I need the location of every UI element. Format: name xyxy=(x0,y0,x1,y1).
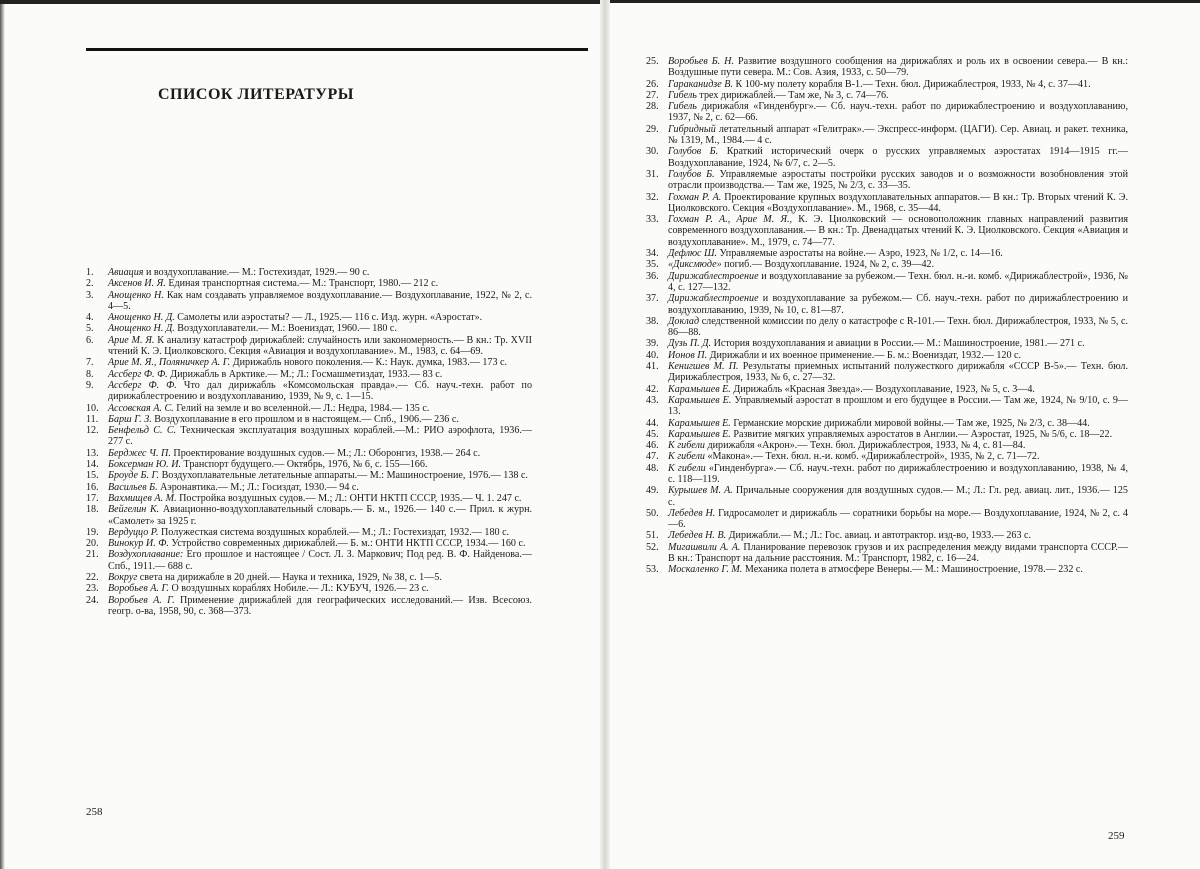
reference-number: 40. xyxy=(646,349,659,361)
reference-text: История воздухоплавания и авиации в России.— М.: Машиностроение, 1981.— 271 с. xyxy=(711,338,1085,350)
reference-text: Что дал дирижабль «Комсомольская правда».— Сб. науч.-техн. работ по дирижаблестроению и воздухоплаванию, 1939, № 9, с. 1—15. xyxy=(108,379,532,403)
reference-text: Гидросамолет и дирижабль — соратники борьбы на море.— Воздухоплавание, 1924, № 2, с. 4—6. xyxy=(668,507,1128,531)
reference-author: Берджес Ч. П. xyxy=(108,447,171,459)
reference-text: Дирижабли.— М.; Л.: Гос. авиац. и автотрактор. изд-во, 1933.— 263 с. xyxy=(726,530,1032,542)
reference-text: дирижабля «Акрон».— Техн. бюл. Дирижаблестроя, 1933, № 4, с. 81—84. xyxy=(704,440,1026,452)
reference-author: Воробьев А. Г. xyxy=(108,583,169,595)
reference-author: Ассберг Ф. Ф. xyxy=(108,368,168,380)
reference-entry xyxy=(86,482,532,493)
reference-entry xyxy=(646,463,1128,486)
reference-entry xyxy=(86,403,532,414)
reference-author: Ассберг Ф. Ф. xyxy=(108,379,177,391)
reference-number: 53. xyxy=(646,564,659,576)
reference-author: Ионов П. xyxy=(668,349,708,361)
reference-author: Карамышев Е. xyxy=(668,428,731,440)
reference-text: Дирижабль нового поколения.— К.: Наук. думка, 1983.— 173 с. xyxy=(230,357,508,369)
reference-author: Гохман Р. А., Арие М. Я., xyxy=(668,214,793,226)
reference-number: 15. xyxy=(86,470,99,482)
reference-author: Броуде Б. Г. xyxy=(108,470,160,482)
reference-entry xyxy=(646,564,1128,575)
reference-text: Проектирование воздушных судов.— М.; Л.: Оборонгиз, 1938.— 264 с. xyxy=(170,447,481,459)
reference-entry xyxy=(86,493,532,504)
reference-author: Аксенов И. Я. xyxy=(108,278,166,290)
reference-entry xyxy=(646,214,1128,248)
reference-number: 20. xyxy=(86,538,99,550)
reference-number: 11. xyxy=(86,413,99,425)
reference-author: Лебедев Н. В. xyxy=(668,530,727,542)
reference-author: Воробьев Б. Н. xyxy=(668,56,734,67)
reference-entry xyxy=(646,90,1128,101)
reference-entry xyxy=(646,361,1128,384)
reference-entry xyxy=(646,384,1128,395)
reference-author: Карамышев Е. xyxy=(668,383,731,395)
reference-author: Воробьев А. Г. xyxy=(108,594,175,606)
reference-number: 14. xyxy=(86,459,99,471)
reference-author: Лебедев Н. xyxy=(668,507,716,519)
reference-text: Механика полета в атмосфере Венеры.— М.: Машиностроение, 1978.— 232 с. xyxy=(742,564,1083,576)
reference-author: Карамышев Е. xyxy=(668,394,732,406)
reference-author: Доклад xyxy=(668,315,700,327)
reference-number: 46. xyxy=(646,440,659,452)
reference-number: 4. xyxy=(86,312,94,324)
book-gutter xyxy=(600,0,610,869)
reference-entry xyxy=(86,335,532,358)
reference-text: Управляемые аэростаты на войне.— Аэро, 1923, № 1/2, с. 14—16. xyxy=(717,248,1003,260)
reference-author: Барш Г. З. xyxy=(108,413,152,425)
reference-text: света на дирижабле в 20 дней.— Наука и техника, 1929, № 38, с. 1—5. xyxy=(137,572,442,584)
reference-number: 9. xyxy=(86,379,94,391)
reference-author: Москаленко Г. М. xyxy=(668,564,743,576)
reference-author: Винокур И. Ф. xyxy=(108,538,169,550)
reference-entry xyxy=(86,459,532,470)
reference-author: Гараканидзе В. xyxy=(668,78,733,90)
reference-entry xyxy=(86,549,532,572)
reference-entry xyxy=(86,414,532,425)
reference-number: 49. xyxy=(646,485,659,497)
reference-entry xyxy=(646,259,1128,270)
chapter-head-rule xyxy=(86,48,588,51)
reference-text: Воздухоплаватели.— М.: Воениздат, 1960.— 180 с. xyxy=(174,323,397,335)
reference-entry xyxy=(646,542,1128,565)
reference-author: Голубов Б. xyxy=(668,146,719,158)
reference-author: Дузь П. Д. xyxy=(668,338,712,350)
reference-text: Краткий исторический очерк о русских управляемых аэростатах 1914—1915 гг.— Воздухоплавание, 1924, № 6/7, с. 2—5. xyxy=(668,146,1128,169)
reference-number: 42. xyxy=(646,383,659,395)
reference-text: Авиационно-воздухоплавательный словарь.— Б. м., 1926.— 140 с.— Прил. к журн. «Самолет» за 1925 г. xyxy=(108,504,532,527)
reference-entry xyxy=(646,124,1128,147)
reference-text: Германские морские дирижабли мировой войны.— Там же, 1925, № 2/3, с. 38—44. xyxy=(730,417,1090,429)
reference-number: 24. xyxy=(86,594,99,606)
reference-entry xyxy=(86,583,532,594)
reference-author: Воздухоплавание: xyxy=(108,549,184,561)
page-number-right: 259 xyxy=(1108,830,1125,842)
reference-entry xyxy=(646,350,1128,361)
reference-entry xyxy=(86,369,532,380)
reference-entry xyxy=(646,271,1128,294)
reference-entry xyxy=(86,504,532,527)
reference-author: Гибель xyxy=(668,101,697,113)
reference-number: 52. xyxy=(646,541,659,553)
reference-author: Гибель xyxy=(668,89,697,101)
reference-text: Техническая эксплуатация воздушных кораблей.—М.: РИО аэрофлота, 1936.— 277 с. xyxy=(108,425,532,448)
reference-number: 50. xyxy=(646,507,659,519)
reference-entry xyxy=(86,527,532,538)
reference-text: Результаты приемных испытаний полужесткого дирижабля «СССР В-5».— Техн. бюл. Дирижаблестроя, 1933, № 6, с. 27—32. xyxy=(668,361,1128,384)
reference-author: Анощенко Н. Д. xyxy=(108,323,175,335)
reference-author: К гибели xyxy=(668,462,706,474)
reference-text: «Гинденбурга».— Сб. науч.-техн. работ по дирижаблестроению и воздухоплаванию, 1938, № 4, с. 118—119. xyxy=(668,462,1128,485)
reference-number: 27. xyxy=(646,89,659,101)
reference-author: Кенигшев М. П. xyxy=(668,361,739,373)
reference-text: К. Э. Циолковский — основоположник главных направлений развития современного воздухоплавания.— В кн.: Тр. Двенадцатых чтений К. Э. Циолковского. Секция «Авиация и воздухоплавание». М., 1979, с. 74—77. xyxy=(668,214,1128,248)
reference-text: следственной комиссии по делу о катастрофе с R-101.— Техн. бюл. Дирижаблестроя, 1933, № 5, с. 86—88. xyxy=(668,315,1128,339)
reference-number: 17. xyxy=(86,492,99,504)
reference-text: Развитие мягких управляемых аэростатов в Англии.— Аэростат, 1925, № 5/6, с. 18—22. xyxy=(730,428,1113,440)
reference-entry xyxy=(86,278,532,289)
reference-text: Планирование перевозок грузов и их распределения между видами транспорта СССР.— В кн.: Транспорт на дальние расстояния. М.: Транспорт, 1982, с. 16—24. xyxy=(668,541,1128,565)
reference-entry xyxy=(646,192,1128,215)
reference-text: «Макона».— Техн. бюл. н.-и. комб. «Дирижаблестрой», 1935, № 2, с. 71—72. xyxy=(704,451,1040,463)
reference-number: 16. xyxy=(86,481,99,493)
reference-text: Применение дирижаблей для географических исследований.— Изв. Всесоюз. геогр. о-ва, 1958, 90, с. 368—373. xyxy=(108,594,532,617)
reference-number: 44. xyxy=(646,417,659,429)
reference-author: Мигашвили А. А. xyxy=(668,541,741,553)
reference-entry xyxy=(86,572,532,583)
reference-text: Аэронавтика.— М.; Л.: Госиздат, 1930.— 94 с. xyxy=(157,481,359,493)
reference-entry xyxy=(646,101,1128,124)
reference-entry xyxy=(646,79,1128,90)
reference-author: Голубов Б. xyxy=(668,168,715,180)
reference-entry xyxy=(646,440,1128,451)
reference-text: К 100-му полету корабля В-1.— Техн. бюл. Дирижаблестроя, 1933, № 4, с. 37—41. xyxy=(732,78,1091,90)
top-rule-left xyxy=(0,0,600,4)
reference-author: Анощенко Н. xyxy=(108,289,164,301)
reference-number: 13. xyxy=(86,447,99,459)
reference-entry xyxy=(86,323,532,334)
reference-author: Вердуццо Р. xyxy=(108,526,159,538)
reference-text: Управляемые аэростаты постройки русских заводов и о возможности возобновления этой отрасли производства.— Там же, 1925, № 2/3, с. 33—35. xyxy=(668,168,1129,192)
reference-number: 23. xyxy=(86,583,99,595)
reference-author: Вейгелин К. xyxy=(108,504,160,516)
reference-text: Управляемый аэростат в прошлом и его будущее в России.— Там же, 1924, № 9/10, с. 9—13. xyxy=(668,394,1128,418)
reference-text: Транспорт будущего.— Октябрь, 1976, № 6, с. 155—166. xyxy=(181,459,428,471)
reference-author: Арие М. Я. xyxy=(108,334,155,346)
reference-number: 19. xyxy=(86,526,99,538)
reference-text: Воздухоплавательные летательные аппараты.— М.: Машиностроение, 1976.— 138 с. xyxy=(159,470,528,482)
reference-number: 37. xyxy=(646,293,659,305)
page-title: СПИСОК ЛИТЕРАТУРЫ xyxy=(157,86,355,103)
reference-text: Полужесткая система воздушных кораблей.— М.; Л.: Гостехиздат, 1932.— 180 с. xyxy=(158,526,510,538)
reference-author: Дирижаблестроение xyxy=(668,293,759,305)
reference-number: 41. xyxy=(646,361,659,373)
reference-text: Как нам создавать управляемое воздухоплавание.— Воздухоплавание, 1922, № 2, с. 4—5. xyxy=(108,289,532,312)
reference-author: Арие М. Я., Поляничкер А. Г. xyxy=(108,357,231,369)
reference-author: К гибели xyxy=(668,451,705,463)
reference-number: 26. xyxy=(646,78,659,90)
reference-number: 5. xyxy=(86,323,94,335)
reference-text: Причальные сооружения для воздушных судов.— М.; Л.: Гл. ред. авиац. лит., 1936.— 125 с. xyxy=(668,485,1128,508)
reference-text: Дирижабль в Арктике.— М.; Л.: Госмашметиздат, 1933.— 83 с. xyxy=(167,368,443,380)
reference-author: Дирижаблестроение xyxy=(668,270,759,282)
reference-list-right xyxy=(646,56,1128,576)
reference-text: Проектирование крупных воздухоплавательных аппаратов.— В кн.: Тр. Вторых чтений К. Э. Циолковского. Секция «Воздухоплавание». М., 1968, с. 35—44. xyxy=(668,191,1128,214)
reference-number: 8. xyxy=(86,368,94,380)
reference-text: трех дирижаблей.— Там же, № 3, с. 74—76. xyxy=(696,89,889,101)
reference-entry xyxy=(86,595,532,618)
reference-number: 34. xyxy=(646,248,659,260)
reference-author: Анощенко Н. Д. xyxy=(108,312,175,324)
reference-text: О воздушных кораблях Нобиле.— Л.: КУБУЧ, 1926.— 23 с. xyxy=(168,583,429,595)
reference-number: 3. xyxy=(86,289,94,301)
reference-number: 33. xyxy=(646,214,659,226)
reference-entry xyxy=(86,267,532,278)
reference-author: Дефлюс Ш. xyxy=(668,248,718,260)
reference-author: Вахмищев А. М. xyxy=(108,492,177,504)
reference-number: 51. xyxy=(646,530,659,542)
page-number-left: 258 xyxy=(86,806,103,818)
reference-number: 25. xyxy=(646,56,659,67)
reference-text: Его прошлое и настоящее / Сост. Л. З. Маркович; Под ред. В. Ф. Найденова.— Спб., 1911.— 688 с. xyxy=(108,549,532,572)
reference-entry xyxy=(646,429,1128,440)
reference-text: дирижабля «Гинденбург».— Сб. науч.-техн. работ по дирижаблестроению и воздухоплаванию, 1937, № 2, с. 62—66. xyxy=(668,101,1128,124)
reference-entry xyxy=(86,357,532,368)
reference-author: К гибели xyxy=(668,440,705,452)
reference-entry xyxy=(646,508,1128,531)
reference-text: Дирижабль «Красная Звезда».— Воздухоплавание, 1923, № 5, с. 3—4. xyxy=(730,383,1035,395)
reference-entry xyxy=(86,448,532,459)
reference-number: 35. xyxy=(646,259,659,271)
reference-entry xyxy=(646,395,1128,418)
reference-author: Гибридный xyxy=(668,123,716,135)
reference-text: и воздухоплавание за рубежом.— Техн. бюл. н.-и. комб. «Дирижаблестрой», 1936, № 4, с. 127—132. xyxy=(668,270,1128,293)
reference-text: Постройка воздушных судов.— М.; Л.: ОНТИ НКТП СССР, 1935.— Ч. 1. 247 с. xyxy=(176,492,522,504)
reference-author: Авиация xyxy=(108,267,144,278)
reference-entry xyxy=(646,485,1128,508)
reference-entry xyxy=(646,316,1128,339)
reference-number: 39. xyxy=(646,338,659,350)
reference-entry xyxy=(646,248,1128,259)
reference-text: и воздухоплавание.— М.: Гостехиздат, 1929.— 90 с. xyxy=(143,267,370,278)
reference-number: 30. xyxy=(646,146,659,158)
reference-number: 2. xyxy=(86,278,94,290)
reference-entry xyxy=(646,530,1128,541)
reference-number: 10. xyxy=(86,402,99,414)
reference-number: 6. xyxy=(86,334,94,346)
reference-text: Дирижабли и их военное применение.— Б. м.: Воениздат, 1932.— 120 с. xyxy=(707,349,1022,361)
reference-entry xyxy=(86,312,532,323)
reference-entry xyxy=(646,338,1128,349)
reference-entry xyxy=(646,56,1128,79)
reference-number: 36. xyxy=(646,270,659,282)
reference-number: 7. xyxy=(86,357,94,369)
reference-author: Карамышев Е. xyxy=(668,417,731,429)
reference-entry xyxy=(646,418,1128,429)
reference-author: Курышев М. А. xyxy=(668,485,733,497)
reference-entry xyxy=(646,146,1128,169)
reference-number: 47. xyxy=(646,451,659,463)
reference-number: 32. xyxy=(646,191,659,203)
reference-text: Гелий на земле и во вселенной.— Л.: Недра, 1984.— 135 с. xyxy=(173,402,430,414)
reference-entry xyxy=(646,169,1128,192)
reference-text: К анализу катастроф дирижаблей: случайность или закономерность.— В кн.: Тр. XVII чтений К. Э. Циолковского. Секция «Авиация и воздухоплавание». М., 1983, с. 64—69. xyxy=(108,334,532,358)
reference-number: 1. xyxy=(86,267,94,278)
reference-entry xyxy=(86,290,532,313)
reference-text: и воздухоплавание за рубежом.— Сб. науч.-техн. работ по дирижаблестроению и воздухоплаванию, 1939, № 10, с. 81—87. xyxy=(668,293,1128,316)
scan-edge xyxy=(0,0,5,869)
reference-author: Гохман Р. А. xyxy=(668,191,722,203)
reference-author: Бенфельд С. С. xyxy=(108,425,177,437)
reference-author: «Диксмюде» xyxy=(668,259,722,271)
reference-text: погиб.— Воздухоплавание. 1924, № 2, с. 39—42. xyxy=(721,259,935,271)
reference-list-left xyxy=(86,267,532,617)
reference-number: 28. xyxy=(646,101,659,113)
reference-text: Воздухоплавание в его прошлом и в настоящем.— Спб., 1906.— 236 с. xyxy=(151,413,459,425)
reference-number: 12. xyxy=(86,425,99,437)
reference-entry xyxy=(86,470,532,481)
reference-entry xyxy=(646,293,1128,316)
reference-text: Единая транспортная система.— М.: Транспорт, 1980.— 212 с. xyxy=(165,278,439,290)
reference-number: 18. xyxy=(86,504,99,516)
reference-author: Боксерман Ю. И. xyxy=(108,459,182,471)
reference-text: Самолеты или аэростаты? — Л., 1925.— 116 с. Изд. журн. «Аэростат». xyxy=(174,312,483,324)
reference-entry xyxy=(86,538,532,549)
top-rule-right xyxy=(610,0,1200,3)
reference-entry xyxy=(86,380,532,403)
reference-number: 31. xyxy=(646,168,659,180)
reference-author: Вокруг xyxy=(108,572,138,584)
reference-number: 43. xyxy=(646,394,659,406)
reference-author: Ассовская А. С. xyxy=(108,402,174,414)
reference-number: 21. xyxy=(86,549,99,561)
reference-number: 38. xyxy=(646,315,659,327)
reference-number: 45. xyxy=(646,428,659,440)
reference-entry xyxy=(646,451,1128,462)
reference-author: Васильев Б. xyxy=(108,481,158,493)
reference-text: летательный аппарат «Гелитрак».— Экспресс-информ. (ЦАГИ). Сер. Авиац. и ракет. техника, № 1319, М., 1984.— 4 с. xyxy=(668,123,1128,147)
reference-number: 22. xyxy=(86,572,99,584)
reference-number: 48. xyxy=(646,462,659,474)
reference-text: Развитие воздушного сообщения на дирижаблях и роль их в освоении севера.— В кн.: Воздушные пути севера. М.: Сов. Азия, 1933, с. 50—79. xyxy=(668,56,1128,79)
reference-text: Устройство современных дирижаблей.— Б. м.: ОНТИ НКТП СССР, 1934.— 160 с. xyxy=(168,538,526,550)
reference-entry xyxy=(86,425,532,448)
reference-number: 29. xyxy=(646,123,659,135)
